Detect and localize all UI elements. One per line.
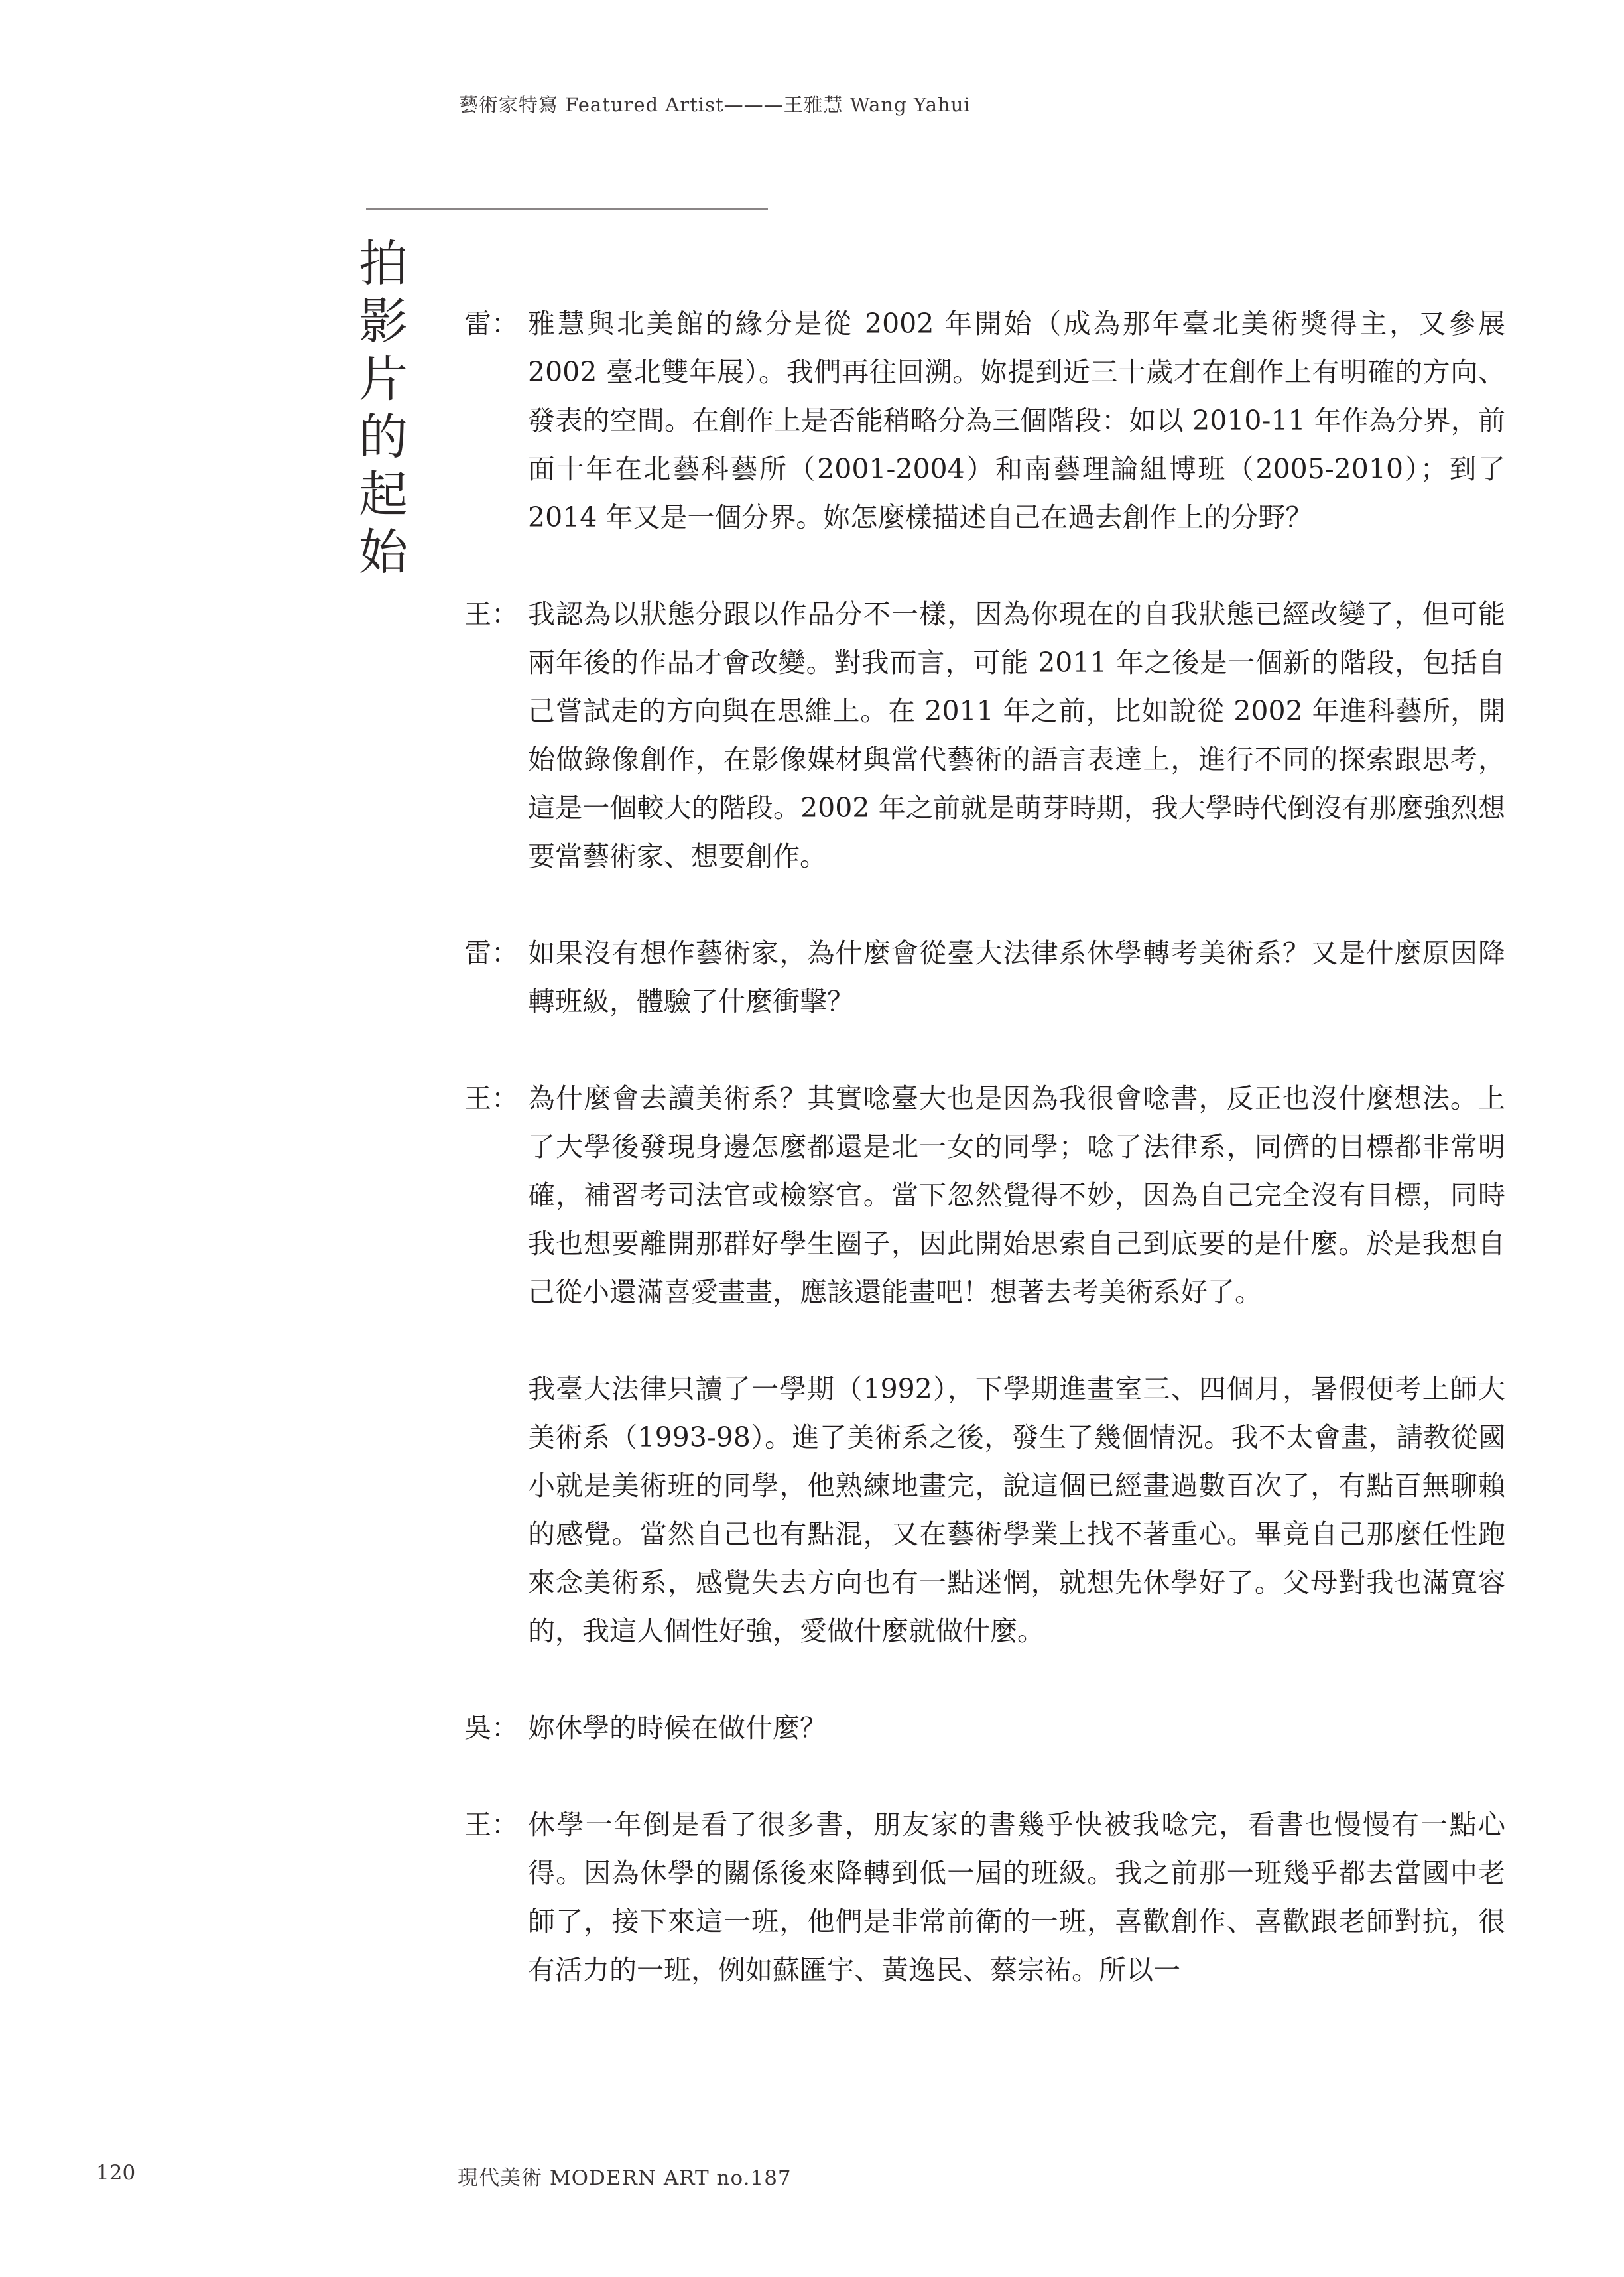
speaker-label: 吳： bbox=[464, 1712, 519, 1744]
dialogue-entry bbox=[464, 929, 1505, 1026]
speaker-label: 雷： bbox=[464, 308, 519, 340]
dialogue-text: 妳休學的時候在做什麼？ bbox=[528, 1712, 827, 1744]
running-header: 藝術家特寫 Featured Artist———王雅慧 Wang Yahui bbox=[459, 94, 971, 116]
publication-footer: 現代美術 MODERN ART no.187 bbox=[458, 2166, 792, 2190]
dialogue-text: 為什麼會去讀美術系？其實唸臺大也是因為我很會唸書，反正也沒什麼想法。上了大學後發現身邊怎麼都還是北一女的同學；唸了法律系，同儕的目標都非常明確，補習考司法官或檢察官。當下忽然覺得不妙，因為自己完全沒有目標，同時我也想要離開那群好學生圈子，因此開始思索自己到底要的是什麼。於是我想自己從小還滿喜愛畫畫，應該還能畫吧！想著去考美術系好了。 bbox=[528, 1082, 1505, 1308]
dialogue-text: 休學一年倒是看了很多書，朋友家的書幾乎快被我唸完，看書也慢慢有一點心得。因為休學的關係後來降轉到低一屆的班級。我之前那一班幾乎都去當國中老師了，接下來這一班，他們是非常前衛的一班，喜歡創作、喜歡跟老師對抗，很有活力的一班，例如蘇匯宇、黃逸民、蔡宗祐。所以一 bbox=[528, 1809, 1505, 1986]
dialogue-text: 我認為以狀態分跟以作品分不一樣，因為你現在的自我狀態已經改變了，但可能兩年後的作品才會改變。對我而言，可能 2011 年之後是一個新的階段，包括自己嘗試走的方向與在思維上。在 2011 年之前，比如說從 2002 年進科藝所，開始做錄像創作，在影像媒材與當代藝術的語言表達上，進行不同的探索跟思考，這是一個較大的階段。2002 年之前就是萌芽時期，我大學時代倒沒有那麼強烈想要當藝術家、想要創作。 bbox=[528, 598, 1505, 872]
section-title: 拍影片的起始 bbox=[359, 235, 408, 582]
speaker-label: 王： bbox=[464, 1809, 519, 1841]
dialogue-text: 如果沒有想作藝術家，為什麼會從臺大法律系休學轉考美術系？又是什麼原因降轉班級，體驗了什麼衝擊？ bbox=[528, 937, 1505, 1017]
speaker-label: 王： bbox=[464, 1082, 519, 1114]
speaker-label: 雷： bbox=[464, 937, 519, 969]
dialogue-entry bbox=[464, 1801, 1505, 1994]
dialogue-entry bbox=[464, 300, 1505, 542]
interview-dialogue bbox=[464, 300, 1505, 2043]
speaker-label: 王： bbox=[464, 598, 519, 630]
continuation-paragraph: 我臺大法律只讀了一學期（1992），下學期進畫室三、四個月，暑假便考上師大美術系（1993-98）。進了美術系之後，發生了幾個情況。我不太會畫，請教從國小就是美術班的同學，他熟練地畫完，說這個已經畫過數百次了，有點百無聊賴的感覺。當然自己也有點混，又在藝術學業上找不著重心。畢竟自己那麼任性跑來念美術系，感覺失去方向也有一點迷惘，就想先休學好了。父母對我也滿寬容的，我這人個性好強，愛做什麼就做什麼。 bbox=[528, 1373, 1505, 1647]
page-number: 120 bbox=[96, 2161, 136, 2185]
dialogue-entry bbox=[464, 1704, 1505, 1752]
title-rule bbox=[366, 208, 768, 210]
dialogue-entry bbox=[464, 590, 1505, 881]
dialogue-text: 雅慧與北美館的緣分是從 2002 年開始（成為那年臺北美術獎得主，又參展 2002 臺北雙年展）。我們再往回溯。妳提到近三十歲才在創作上有明確的方向、發表的空間。在創作上是否能稍略分為三個階段：如以 2010-11 年作為分界，前面十年在北藝科藝所（2001-2004）和南藝理論組博班（2005-2010）；到了 2014 年又是一個分界。妳怎麼樣描述自己在過去創作上的分野？ bbox=[528, 308, 1505, 533]
dialogue-entry bbox=[464, 1074, 1505, 1317]
